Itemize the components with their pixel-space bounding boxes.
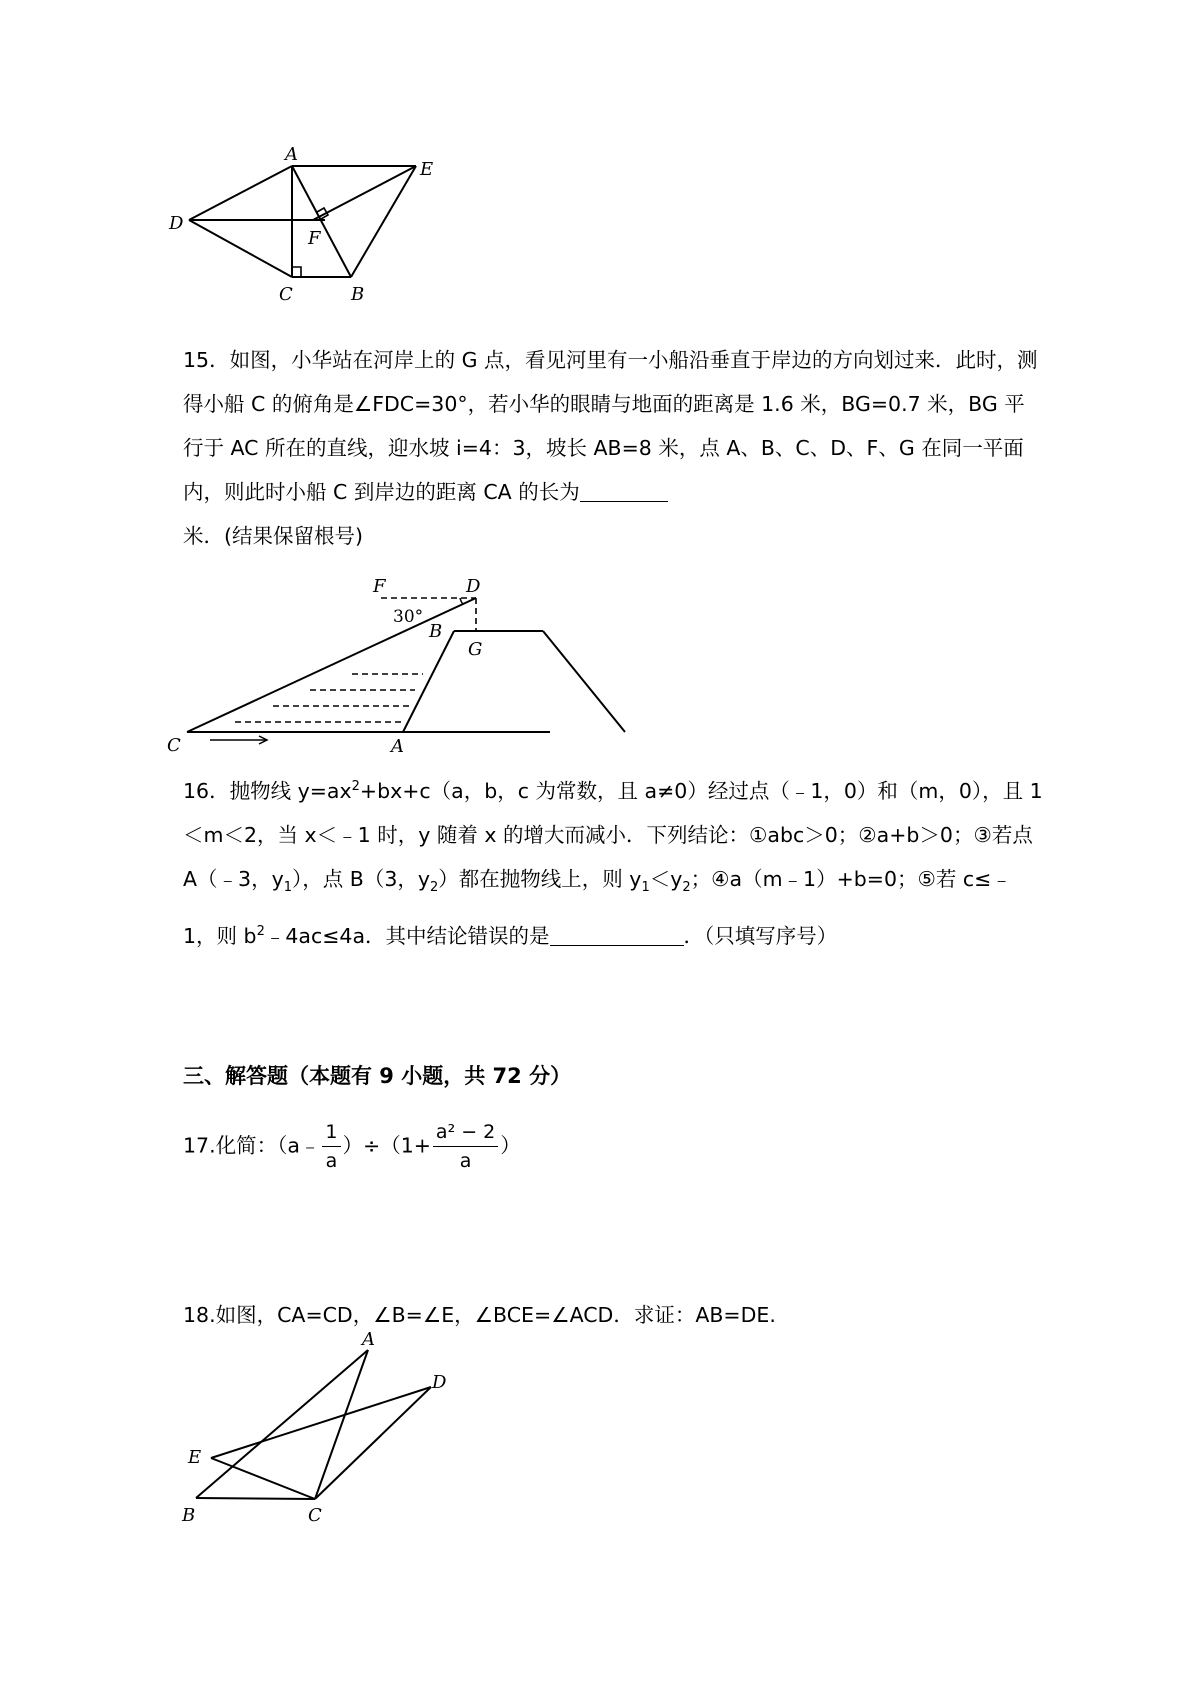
question-15-tail: 米．(结果保留根号) <box>183 524 363 548</box>
label-A: A <box>391 736 404 757</box>
embankment-right <box>543 631 625 732</box>
label-D: D <box>169 213 184 234</box>
question-16-part: +bx+c（a，b，c 为常数，且 a≠0）经过点（﹣1，0）和（m，0），且 1＜m＜2，当 x＜﹣1 时，y 随着 x 的增大而减小．下列结论：①abc＞0；②a+b＞0；③若点 A（﹣3，y <box>183 778 1043 891</box>
figure-15 <box>165 572 635 762</box>
label-B: B <box>182 1505 196 1525</box>
figure-18 <box>170 1325 450 1525</box>
subscript: 2 <box>430 879 439 895</box>
question-16-part: ﹣4ac≤4a．其中结论错误的是 <box>264 923 550 948</box>
question-16-part: ）都在抛物线上，则 y <box>438 866 642 891</box>
subscript: 1 <box>283 879 292 895</box>
segment-AB <box>292 166 351 277</box>
label-B: B <box>429 621 443 642</box>
label-F: F <box>308 228 321 249</box>
label-D: D <box>466 576 481 597</box>
segment-AD <box>189 166 292 220</box>
segment-DC <box>189 220 292 277</box>
segment-BC <box>196 1498 315 1499</box>
question-17-prefix: 17.化简：（a﹣ <box>183 1133 321 1158</box>
segment-EC <box>211 1458 315 1499</box>
question-15-text: 15．如图，小华站在河岸上的 G 点，看见河里有一小船沿垂直于岸边的方向划过来．此时，测得小船 C 的俯角是∠FDC=30°，若小华的眼睛与地面的距离是 1.6 米，BG=0.7 米，BG 平行于 AC 所在的直线，迎水坡 i=4：3，坡长 AB=8 米，点 A、B、C、D、F、G 在同一平面内，则此时小船 C 到岸边的距离 CA 的长为 <box>183 348 1038 504</box>
label-E: E <box>188 1447 202 1468</box>
answer-blank-15[interactable] <box>580 479 668 502</box>
question-17-mid: ）÷（1+ <box>342 1133 431 1158</box>
label-G: G <box>468 639 483 660</box>
fraction-numerator: a² − 2 <box>433 1118 498 1147</box>
question-16-tail: ．（只填写序号） <box>683 923 838 948</box>
label-A: A <box>285 144 298 165</box>
label-F: F <box>373 576 386 597</box>
label-C: C <box>279 284 293 305</box>
superscript: 2 <box>351 779 360 794</box>
answer-blank-16[interactable] <box>550 923 684 946</box>
right-angle-mark-C <box>292 267 301 277</box>
fraction-denominator: a <box>325 1150 338 1172</box>
question-16-part: ；④a（m﹣1）+b=0；⑤若 c≤﹣1，则 b <box>183 866 1012 948</box>
label-B: B <box>351 284 365 305</box>
question-17-suffix: ） <box>500 1133 521 1158</box>
fraction-numerator: 1 <box>322 1118 340 1147</box>
question-16-part: 16．抛物线 y=ax <box>183 778 352 803</box>
segment-CD <box>187 598 476 732</box>
subscript: 1 <box>641 879 650 895</box>
figure-14 <box>165 140 465 310</box>
fraction-a2-minus-2-over-a <box>433 1118 498 1175</box>
question-15 <box>183 338 1043 558</box>
angle-arc-30 <box>460 598 463 604</box>
section-3-heading: 三、解答题（本题有 9 小题，共 72 分） <box>183 1064 572 1088</box>
label-A: A <box>362 1329 375 1350</box>
subscript: 2 <box>682 879 691 895</box>
label-E: E <box>420 159 434 180</box>
label-D: D <box>432 1372 447 1393</box>
slope-AB <box>403 631 454 732</box>
label-C: C <box>167 735 181 756</box>
question-16-part: ），点 B（3，y <box>291 866 430 891</box>
superscript: 2 <box>256 923 265 939</box>
fraction-denominator: a <box>459 1150 472 1172</box>
label-C: C <box>308 1505 322 1525</box>
segment-ED <box>211 1387 431 1458</box>
angle-label: 30° <box>393 607 424 627</box>
fraction-1-over-a <box>322 1118 340 1175</box>
question-16 <box>183 765 1043 958</box>
question-16-part: ＜y <box>649 866 683 891</box>
segment-CD <box>315 1387 431 1499</box>
question-17 <box>183 1118 521 1175</box>
question-18: 18.如图，CA=CD，∠B=∠E，∠BCE=∠ACD．求证：AB=DE. <box>183 1303 776 1327</box>
